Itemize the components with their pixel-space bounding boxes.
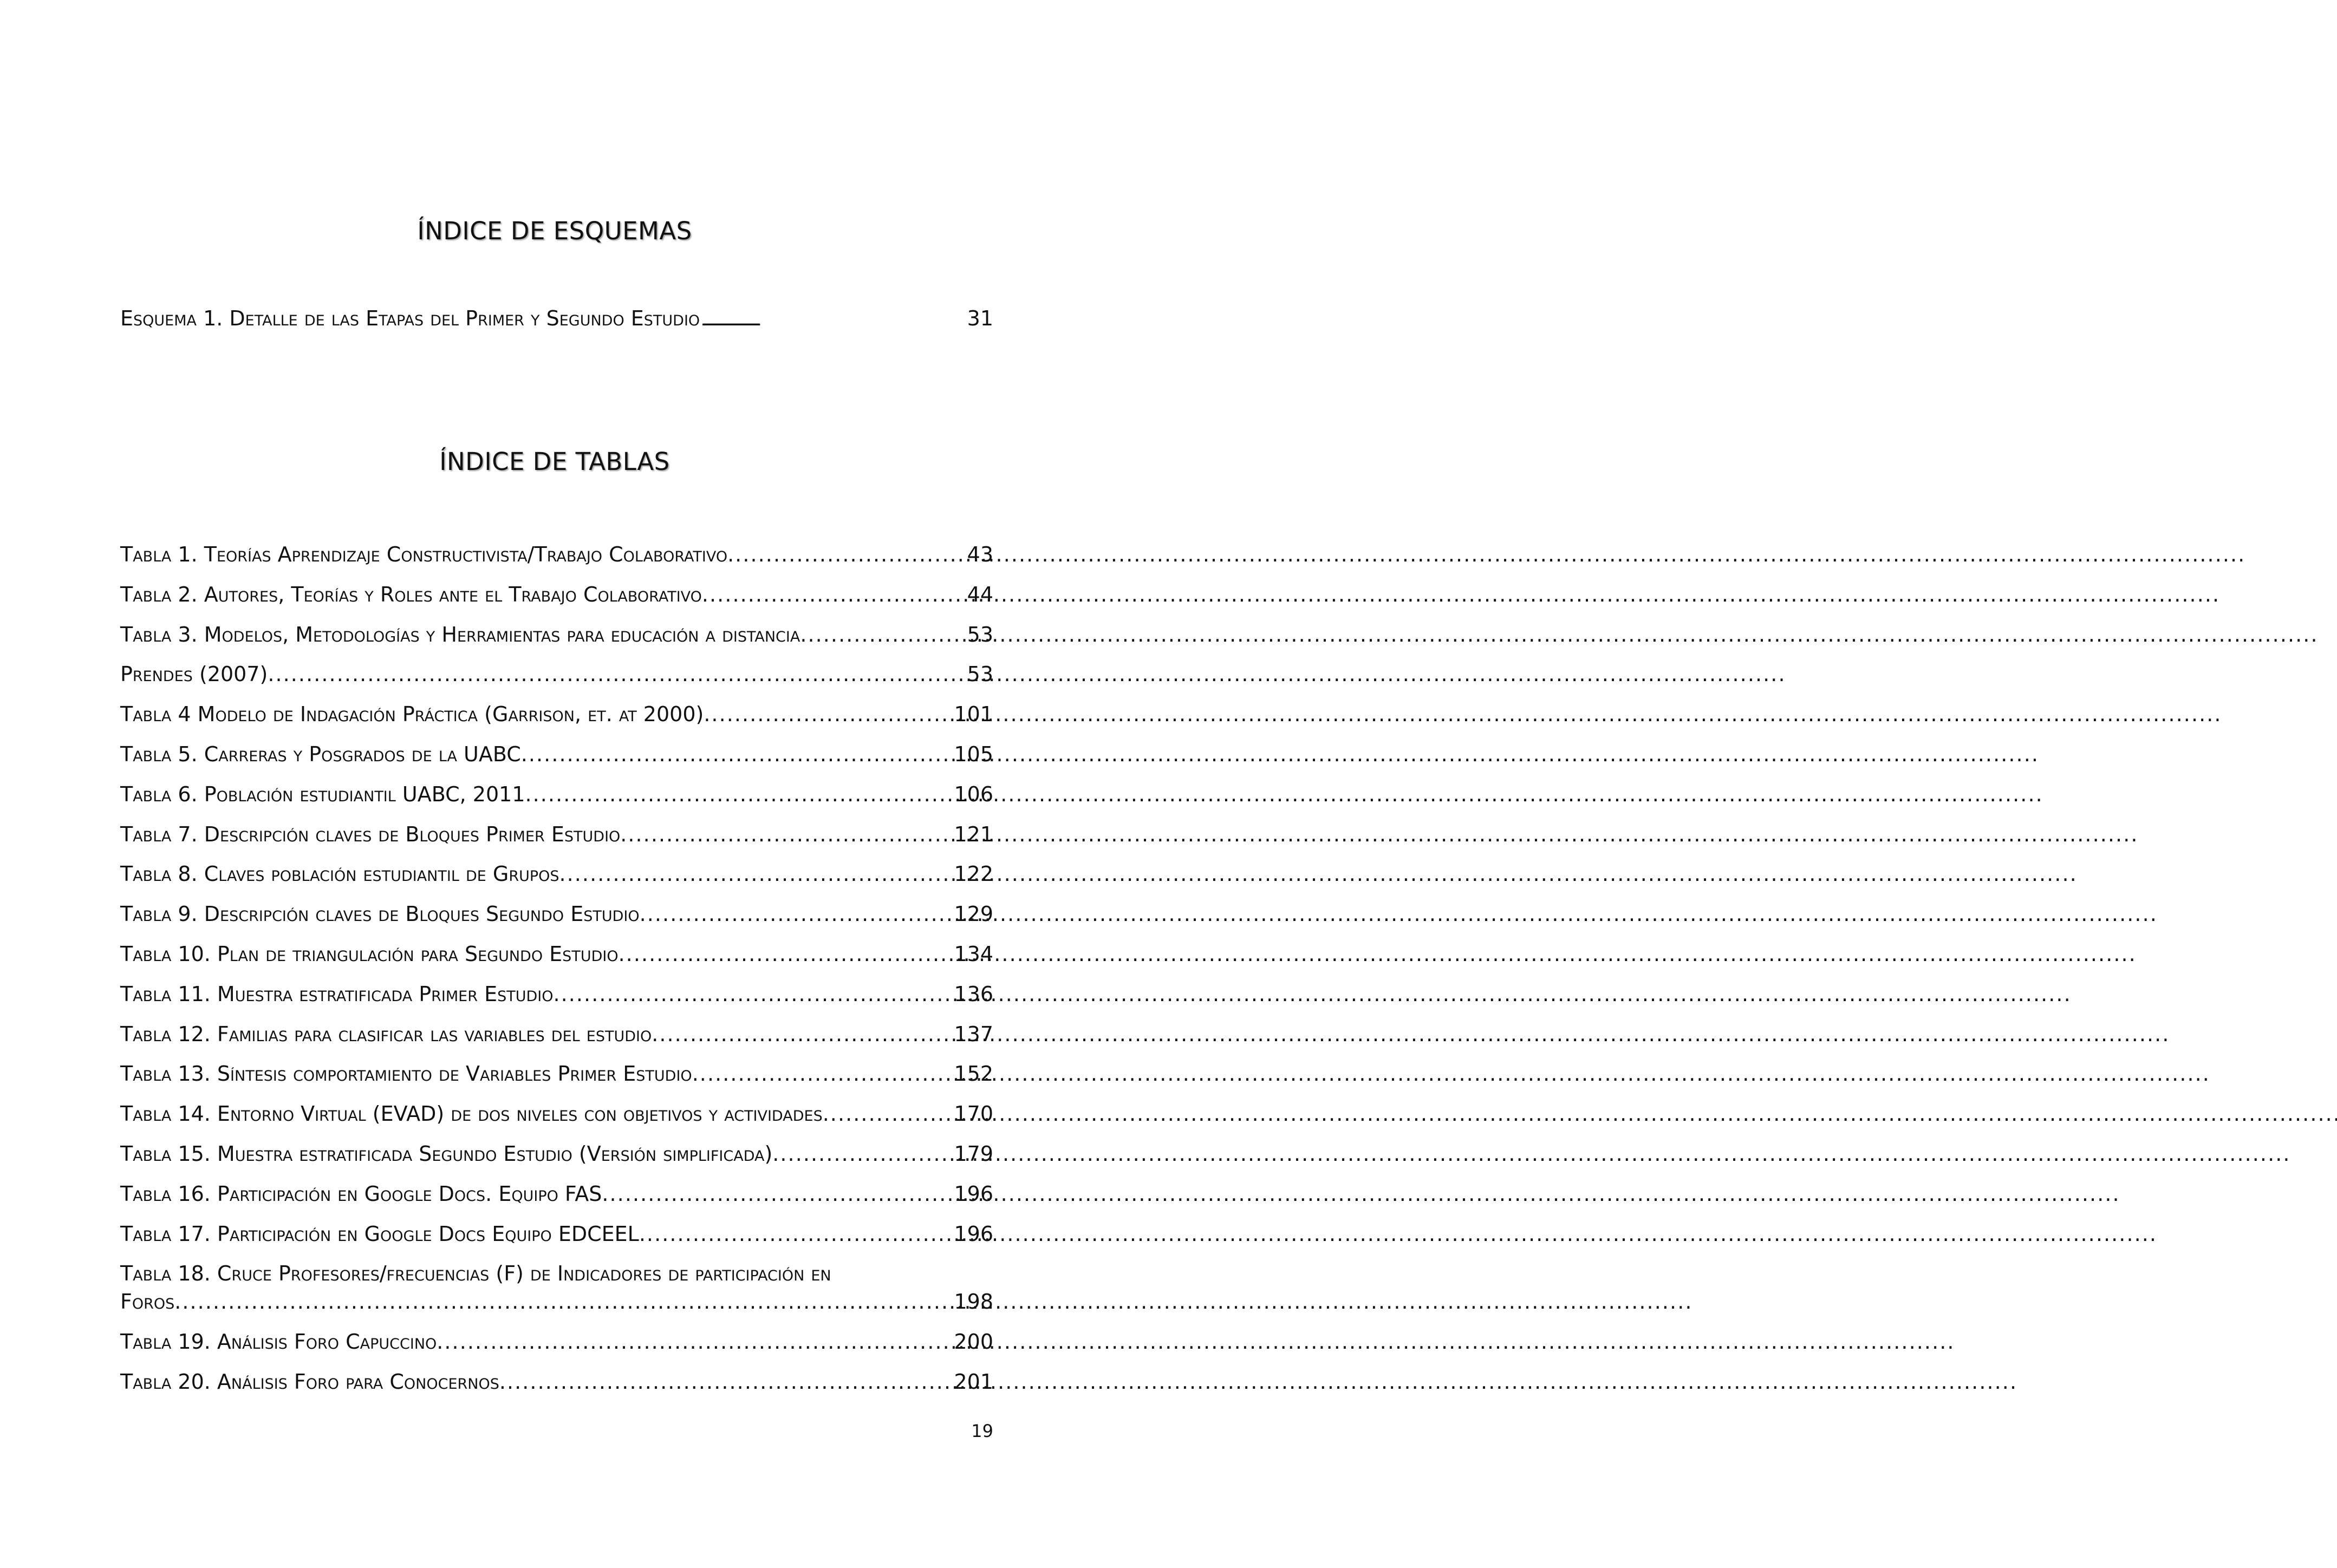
toc-entry <box>120 662 993 702</box>
toc-entry <box>120 982 993 1022</box>
toc-entry <box>120 902 993 942</box>
toc-entry-page: 101 <box>954 702 993 727</box>
toc-entry-page: 201 <box>954 1369 993 1394</box>
toc-entry-text: Tabla 11. Muestra estratificada Primer Estudio. <box>120 982 560 1006</box>
toc-entry-page: 44 <box>967 582 993 606</box>
index-tables-list <box>120 543 993 1410</box>
toc-entry <box>120 1330 993 1370</box>
toc-leader-dots <box>561 982 953 1006</box>
toc-entry <box>120 306 993 347</box>
index-tables-title: ÍNDICE DE TABLAS <box>439 447 670 476</box>
toc-entry-text: Tabla 6. Población estudiantil UABC, 2011. <box>120 782 532 806</box>
toc-entry-page: 152 <box>954 1062 993 1086</box>
toc-leader-dots <box>701 306 966 330</box>
toc-entry <box>120 702 993 742</box>
toc-entry-page: 170 <box>954 1102 993 1126</box>
toc-entry <box>120 543 993 583</box>
toc-entry-page: 200 <box>954 1330 993 1354</box>
toc-entry-page: 198 <box>954 1290 993 1314</box>
toc-leader-dots <box>735 543 966 566</box>
toc-leader-dots <box>711 702 953 726</box>
toc-leader-dots <box>610 1182 953 1206</box>
toc-entry-page: 53 <box>967 622 993 646</box>
toc-entry-text: Tabla 12. Familias para clasificar las variables del estudio. <box>120 1022 659 1046</box>
toc-entry-page: 53 <box>967 662 993 687</box>
index-schemes-list <box>120 306 993 347</box>
toc-entry-text: Tabla 17. Participación en Google Docs Equipo EDCEEL. <box>120 1221 646 1246</box>
toc-entry-page: 43 <box>967 543 993 566</box>
toc-entry-text: Tabla 15. Muestra estratificada Segundo Estudio (Versión simplificada). <box>120 1141 779 1166</box>
toc-entry <box>120 623 993 663</box>
toc-entry-text: Tabla 13. Síntesis comportamiento de Variables Primer Estudio. <box>120 1062 699 1086</box>
toc-entry-page: 106 <box>954 782 993 806</box>
toc-entry <box>120 1370 993 1410</box>
toc-leader-dots <box>709 583 966 606</box>
toc-entry-text: Tabla 20. Análisis Foro para Conocernos. <box>120 1369 506 1394</box>
toc-entry-page: 136 <box>954 982 993 1006</box>
toc-entry-text: Tabla 7. Descripción claves de Bloques Primer Estudio. <box>120 822 627 846</box>
toc-entry <box>120 1022 993 1062</box>
toc-entry <box>120 1142 993 1182</box>
toc-leader-dots <box>507 1370 953 1394</box>
toc-entry-page: 129 <box>954 902 993 926</box>
toc-entry-text: Tabla 5. Carreras y Posgrados de la UABC. <box>120 742 528 766</box>
toc-entry <box>120 1222 993 1262</box>
toc-entry-page: 122 <box>954 862 993 886</box>
toc-leader-dots <box>780 1142 953 1166</box>
toc-entry-text: Tabla 18. Cruce Profesores/frecuencias (F) de Indicadores de participación en <box>120 1262 831 1286</box>
toc-entry-text: Tabla 4 Modelo de Indagación Práctica (Garrison, et. at 2000). <box>120 702 711 727</box>
toc-leader-dots <box>830 1102 953 1126</box>
toc-entry-page: 31 <box>967 306 993 330</box>
index-schemes-title: ÍNDICE DE ESQUEMAS <box>417 217 692 245</box>
toc-leader-dots <box>700 1062 953 1086</box>
toc-entry-text: Tabla 9. Descripción claves de Bloques Segundo Estudio. <box>120 902 646 926</box>
toc-entry-page: 137 <box>954 1022 993 1046</box>
toc-entry <box>120 782 993 822</box>
toc-entry-text: Tabla 16. Participación en Google Docs. Equipo FAS. <box>120 1181 609 1206</box>
toc-entry-text: Esquema 1. Detalle de las Etapas del Primer y Segundo Estudio <box>120 306 700 330</box>
toc-leader-dots <box>647 902 953 926</box>
toc-entry-text-continued: Foros. <box>120 1290 181 1314</box>
toc-entry-page: 121 <box>954 822 993 846</box>
toc-entry <box>120 822 993 863</box>
toc-leader-dots <box>275 662 966 686</box>
toc-leader-dots <box>808 623 966 646</box>
toc-entry-page: 179 <box>954 1141 993 1166</box>
toc-entry-page: 196 <box>954 1221 993 1246</box>
toc-entry-page: 134 <box>954 942 993 966</box>
toc-entry-text: Tabla 19. Análisis Foro Capuccino. <box>120 1330 444 1354</box>
toc-entry-text: Tabla 3. Modelos, Metodologías y Herramientas para educación a distancia. <box>120 622 807 646</box>
toc-leader-dots <box>533 782 953 806</box>
toc-leader-dots <box>182 1290 953 1314</box>
toc-entry-text: Prendes (2007). <box>120 662 275 687</box>
toc-leader-dots <box>647 1222 953 1246</box>
toc-leader-dots <box>659 1022 953 1046</box>
toc-entry-text: Tabla 14. Entorno Virtual (EVAD) de dos niveles con objetivos y actividades. <box>120 1102 829 1126</box>
toc-leader-dots <box>444 1330 953 1354</box>
toc-leader-dots <box>626 942 953 966</box>
toc-entry <box>120 862 993 902</box>
toc-leader-dots <box>529 742 953 766</box>
toc-entry <box>120 1102 993 1142</box>
page-number: 19 <box>971 1421 993 1441</box>
toc-entry <box>120 1182 993 1222</box>
toc-entry-text: Tabla 8. Claves población estudiantil de Grupos. <box>120 862 566 886</box>
toc-leader-dots <box>628 822 953 846</box>
toc-entry <box>120 583 993 623</box>
toc-entry <box>120 742 993 782</box>
document-page <box>0 0 1109 1568</box>
toc-leader-dots <box>567 862 953 886</box>
toc-entry-page: 105 <box>954 742 993 766</box>
toc-entry <box>120 942 993 982</box>
toc-entry-text: Tabla 1. Teorías Aprendizaje Constructivista/Trabajo Colaborativo. <box>120 543 734 566</box>
toc-entry-page: 196 <box>954 1181 993 1206</box>
toc-entry <box>120 1262 993 1330</box>
toc-entry-text: Tabla 2. Autores, Teorías y Roles ante el Trabajo Colaborativo. <box>120 582 709 606</box>
toc-entry <box>120 1062 993 1102</box>
toc-entry-text: Tabla 10. Plan de triangulación para Segundo Estudio. <box>120 942 625 966</box>
